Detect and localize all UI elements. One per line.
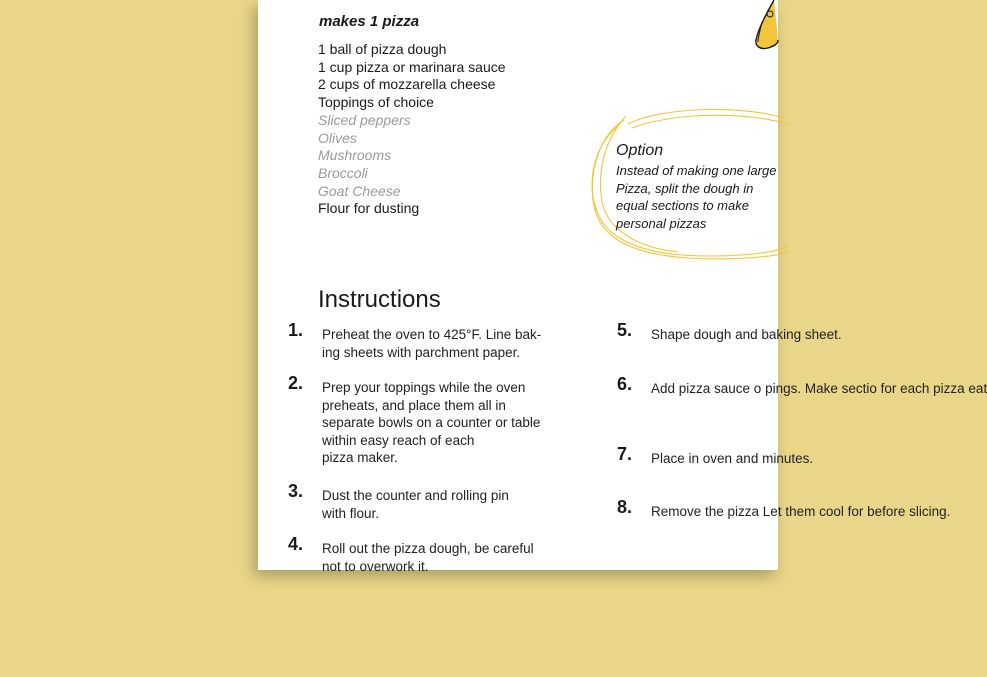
step-text: Dust the counter and rolling pin with flour. [322, 488, 509, 521]
step-text: Preheat the oven to 425°F. Line bak- ing sheets with parchment paper. [322, 327, 542, 360]
step-number: 6. [617, 374, 633, 394]
step-number: 4. [288, 534, 304, 554]
ingredient-item-optional: Broccoli [318, 164, 368, 181]
servings-label: makes 1 pizza [319, 13, 420, 30]
step-number: 5. [617, 320, 633, 340]
ingredient-item: 1 ball of pizza dough [318, 41, 447, 57]
recipe-page [258, 0, 987, 574]
option-text: Instead of making one large Pizza, split the dough in equal sections to make personal pizzas [616, 163, 777, 231]
step-text: Shape dough and baking sheet. [651, 327, 842, 342]
step-text: Place in oven and minutes. [651, 451, 814, 466]
option-title: Option [616, 142, 664, 159]
step-number: 2. [288, 373, 304, 393]
step-text: Add pizza sauce o pings. Make sectio for each pizza eat [651, 381, 987, 396]
ingredient-item: 2 cups of mozzarella cheese [318, 76, 496, 93]
ingredient-item: Toppings of choice [318, 94, 434, 111]
ingredient-item-optional: Sliced peppers [318, 111, 411, 128]
instructions-heading: Instructions [318, 286, 441, 313]
ingredient-list [318, 41, 506, 218]
step-number: 8. [617, 497, 633, 517]
ingredient-item: 1 cup pizza or marinara sauce [318, 58, 506, 75]
ingredient-item-optional: Olives [318, 129, 357, 146]
step-number: 1. [288, 320, 304, 340]
step-text: Prep your toppings while the oven preheats, and place them all in separate bowls on a counter or table within easy reach of each pizza maker. [322, 380, 541, 465]
step-text: Roll out the pizza dough, be careful not to overwork it. [322, 541, 534, 574]
pizza-slice-doodle-icon [748, 0, 778, 56]
ingredient-item-optional: Goat Cheese [318, 182, 401, 199]
ingredient-item-optional: Mushrooms [318, 147, 392, 164]
step-number: 7. [617, 444, 633, 464]
step-number: 3. [288, 481, 304, 501]
step-text: Remove the pizza Let them cool for before slicing. [651, 504, 951, 519]
ingredient-item: Flour for dusting [318, 200, 420, 217]
